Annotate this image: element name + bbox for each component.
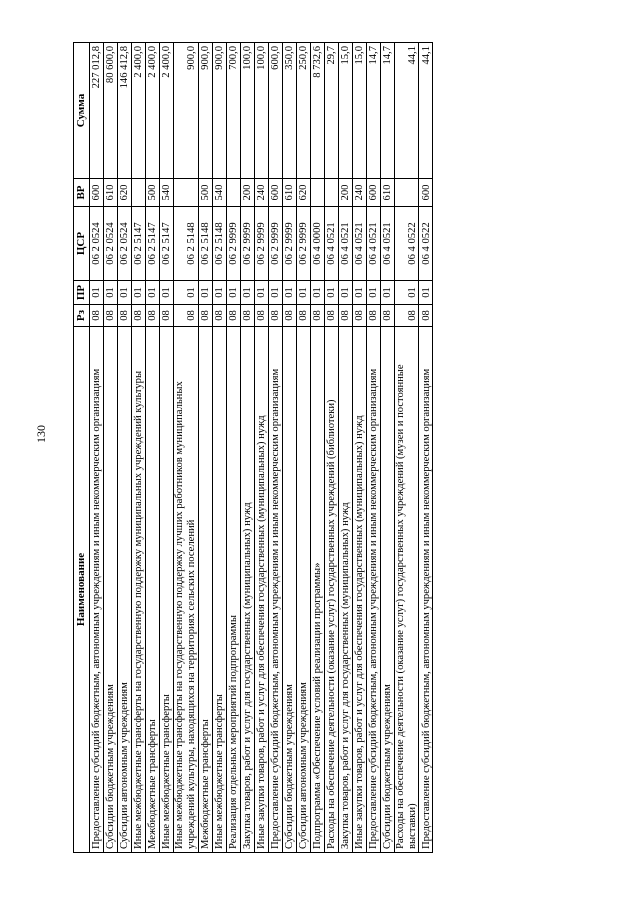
cell-sum: 14,7 [380, 43, 394, 179]
cell-csr: 06 4 0521 [352, 207, 366, 281]
cell-vr: 240 [254, 179, 268, 207]
cell-name: Подпрограмма «Обеспечение условий реализации программы» [310, 327, 324, 853]
cell-vr: 200 [240, 179, 254, 207]
cell-vr: 600 [366, 179, 380, 207]
cell-csr: 06 2 9999 [296, 207, 310, 281]
cell-sum: 227 012,8 [90, 43, 104, 179]
cell-name: Закупка товаров, работ и услуг для государственных (муниципальных) нужд [338, 327, 352, 853]
table-row [240, 43, 254, 853]
cell-csr: 06 2 0524 [90, 207, 104, 281]
table-row [212, 43, 226, 853]
table-row [310, 43, 324, 853]
cell-rz: 08 [240, 305, 254, 327]
cell-sum: 146 412,8 [118, 43, 132, 179]
cell-pr: 01 [174, 281, 199, 305]
cell-pr: 01 [296, 281, 310, 305]
cell-name: Субсидии бюджетным учреждениям [104, 327, 118, 853]
cell-vr: 600 [419, 179, 433, 207]
table-row [198, 43, 212, 853]
cell-name: Предоставление субсидий бюджетным, автономным учреждениям и иным некоммерческим организациям [419, 327, 433, 853]
table-row [380, 43, 394, 853]
cell-rz: 08 [254, 305, 268, 327]
cell-pr: 01 [212, 281, 226, 305]
cell-sum: 2 400,0 [160, 43, 174, 179]
cell-sum: 600,0 [268, 43, 282, 179]
cell-sum: 44,1 [419, 43, 433, 179]
cell-vr: 500 [146, 179, 160, 207]
cell-name: Межбюджетные трансферты [146, 327, 160, 853]
cell-pr: 01 [132, 281, 146, 305]
cell-pr: 01 [160, 281, 174, 305]
cell-csr: 06 4 0521 [380, 207, 394, 281]
cell-vr: 600 [90, 179, 104, 207]
cell-sum: 900,0 [212, 43, 226, 179]
cell-pr: 01 [324, 281, 338, 305]
cell-sum: 100,0 [254, 43, 268, 179]
cell-pr: 01 [338, 281, 352, 305]
page-number: 130 [34, 425, 48, 443]
cell-pr: 01 [254, 281, 268, 305]
cell-csr: 06 2 0524 [104, 207, 118, 281]
cell-sum: 15,0 [338, 43, 352, 179]
cell-rz: 08 [324, 305, 338, 327]
cell-sum: 8 732,6 [310, 43, 324, 179]
header-sum: Сумма [74, 43, 90, 179]
cell-name: Предоставление субсидий бюджетным, автономным учреждениям и иным некоммерческим организациям [268, 327, 282, 853]
cell-sum: 250,0 [296, 43, 310, 179]
header-vr: ВР [74, 179, 90, 207]
cell-name: Субсидии автономным учреждениям [118, 327, 132, 853]
cell-pr: 01 [240, 281, 254, 305]
budget-table [73, 42, 433, 853]
cell-sum: 44,1 [394, 43, 419, 179]
cell-csr: 06 2 5148 [198, 207, 212, 281]
cell-name: Субсидии автономным учреждениям [296, 327, 310, 853]
cell-csr: 06 2 9999 [282, 207, 296, 281]
cell-vr [174, 179, 199, 207]
cell-pr: 01 [394, 281, 419, 305]
cell-name: Иные межбюджетные трансферты на государственную поддержку муниципальных учреждений культуры [132, 327, 146, 853]
cell-rz: 08 [174, 305, 199, 327]
cell-rz: 08 [282, 305, 296, 327]
table-row [338, 43, 352, 853]
cell-vr: 620 [118, 179, 132, 207]
cell-pr: 01 [104, 281, 118, 305]
cell-rz: 08 [380, 305, 394, 327]
cell-sum: 15,0 [352, 43, 366, 179]
cell-pr: 01 [352, 281, 366, 305]
cell-csr: 06 4 0521 [366, 207, 380, 281]
cell-rz: 08 [352, 305, 366, 327]
cell-pr: 01 [146, 281, 160, 305]
cell-sum: 100,0 [240, 43, 254, 179]
cell-pr: 01 [226, 281, 240, 305]
rotated-page [73, 43, 560, 853]
cell-vr: 600 [268, 179, 282, 207]
table-row [132, 43, 146, 853]
cell-rz: 08 [419, 305, 433, 327]
cell-sum: 350,0 [282, 43, 296, 179]
cell-vr: 200 [338, 179, 352, 207]
cell-sum: 29,7 [324, 43, 338, 179]
table-row [352, 43, 366, 853]
cell-csr: 06 2 9999 [240, 207, 254, 281]
cell-csr: 06 4 0522 [419, 207, 433, 281]
cell-pr: 01 [90, 281, 104, 305]
cell-name: Иные закупки товаров, работ и услуг для обеспечения государственных (муниципальных) нужд [254, 327, 268, 853]
cell-name: Иные межбюджетные трансферты на государственную поддержку лучших работников муниципальных учреждений культуры, находящихся на территориях сельских поселений [174, 327, 199, 853]
cell-sum: 2 400,0 [146, 43, 160, 179]
cell-vr: 610 [104, 179, 118, 207]
cell-sum: 2 400,0 [132, 43, 146, 179]
cell-vr: 620 [296, 179, 310, 207]
cell-csr: 06 2 5148 [212, 207, 226, 281]
cell-rz: 08 [146, 305, 160, 327]
cell-name: Расходы на обеспечение деятельности (оказание услуг) государственных учреждений (библиотеки) [324, 327, 338, 853]
cell-csr: 06 2 0524 [118, 207, 132, 281]
cell-rz: 08 [296, 305, 310, 327]
header-pr: ПР [74, 281, 90, 305]
cell-vr [310, 179, 324, 207]
cell-pr: 01 [118, 281, 132, 305]
table-row [394, 43, 419, 853]
cell-pr: 01 [380, 281, 394, 305]
header-rz: Рз [74, 305, 90, 327]
cell-pr: 01 [366, 281, 380, 305]
cell-csr: 06 2 9999 [254, 207, 268, 281]
cell-pr: 01 [268, 281, 282, 305]
cell-csr: 06 4 0521 [324, 207, 338, 281]
cell-rz: 08 [198, 305, 212, 327]
cell-name: Предоставление субсидий бюджетным, автономным учреждениям и иным некоммерческим организациям [90, 327, 104, 853]
cell-vr [394, 179, 419, 207]
cell-rz: 08 [212, 305, 226, 327]
cell-sum: 80 600,0 [104, 43, 118, 179]
cell-sum: 700,0 [226, 43, 240, 179]
table-row [366, 43, 380, 853]
cell-rz: 08 [366, 305, 380, 327]
cell-csr: 06 4 0521 [338, 207, 352, 281]
cell-name: Реализация отдельных мероприятий подпрограммы [226, 327, 240, 853]
table-row [282, 43, 296, 853]
table-header-row [74, 43, 90, 853]
table-row [118, 43, 132, 853]
cell-csr: 06 2 9999 [268, 207, 282, 281]
header-name: Наименование [74, 327, 90, 853]
cell-sum: 900,0 [198, 43, 212, 179]
cell-csr: 06 4 0000 [310, 207, 324, 281]
cell-name: Межбюджетные трансферты [198, 327, 212, 853]
cell-vr: 500 [198, 179, 212, 207]
table-row [419, 43, 433, 853]
cell-csr: 06 2 5147 [132, 207, 146, 281]
cell-sum: 14,7 [366, 43, 380, 179]
cell-name: Иные межбюджетные трансферты [212, 327, 226, 853]
cell-rz: 08 [104, 305, 118, 327]
cell-vr: 240 [352, 179, 366, 207]
table-row [146, 43, 160, 853]
table-row [90, 43, 104, 853]
cell-rz: 08 [90, 305, 104, 327]
cell-rz: 08 [226, 305, 240, 327]
cell-csr: 06 2 5147 [160, 207, 174, 281]
cell-name: Иные закупки товаров, работ и услуг для обеспечения государственных (муниципальных) нужд [352, 327, 366, 853]
cell-csr: 06 2 5148 [174, 207, 199, 281]
cell-rz: 08 [118, 305, 132, 327]
cell-csr: 06 2 9999 [226, 207, 240, 281]
cell-name: Субсидии бюджетным учреждениям [282, 327, 296, 853]
header-csr: ЦСР [74, 207, 90, 281]
cell-name: Иные межбюджетные трансферты [160, 327, 174, 853]
cell-name: Предоставление субсидий бюджетным, автономным учреждениям и иным некоммерческим организациям [366, 327, 380, 853]
cell-rz: 08 [394, 305, 419, 327]
table-row [268, 43, 282, 853]
cell-csr: 06 2 5147 [146, 207, 160, 281]
cell-vr: 610 [380, 179, 394, 207]
cell-sum: 900,0 [174, 43, 199, 179]
cell-rz: 08 [268, 305, 282, 327]
table-row [226, 43, 240, 853]
table-row [160, 43, 174, 853]
cell-vr [226, 179, 240, 207]
cell-vr: 540 [212, 179, 226, 207]
cell-pr: 01 [419, 281, 433, 305]
table-row [324, 43, 338, 853]
table-row [104, 43, 118, 853]
cell-rz: 08 [160, 305, 174, 327]
table-row [254, 43, 268, 853]
cell-vr: 540 [160, 179, 174, 207]
cell-rz: 08 [338, 305, 352, 327]
table-row [296, 43, 310, 853]
cell-pr: 01 [310, 281, 324, 305]
cell-name: Субсидии бюджетным учреждениям [380, 327, 394, 853]
cell-pr: 01 [198, 281, 212, 305]
table-body [90, 43, 433, 853]
cell-vr [132, 179, 146, 207]
cell-csr: 06 4 0522 [394, 207, 419, 281]
cell-name: Закупка товаров, работ и услуг для государственных (муниципальных) нужд [240, 327, 254, 853]
cell-rz: 08 [310, 305, 324, 327]
cell-vr [324, 179, 338, 207]
table-row [174, 43, 199, 853]
cell-rz: 08 [132, 305, 146, 327]
cell-name: Расходы на обеспечение деятельности (оказание услуг) государственных учреждений (музеи и постоянные выставки) [394, 327, 419, 853]
cell-vr: 610 [282, 179, 296, 207]
cell-pr: 01 [282, 281, 296, 305]
